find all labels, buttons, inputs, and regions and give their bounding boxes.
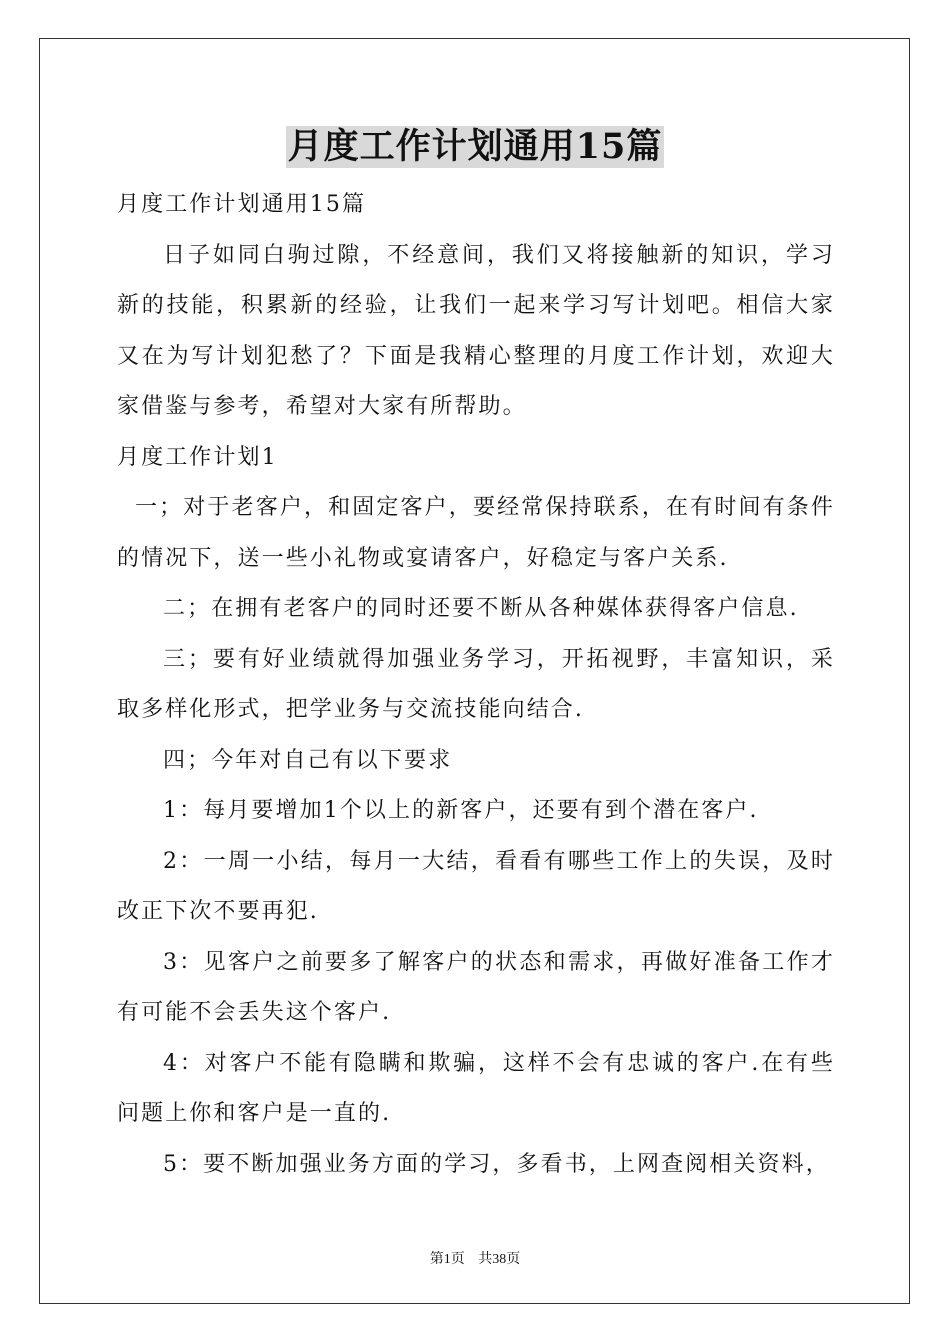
item-paragraph: 四；今年对自己有以下要求 xyxy=(163,747,453,773)
intro-paragraph: 日子如同白驹过隙，不经意间，我们又将接触新的知识，学习新的技能，积累新的经验，让我们一起来学习写计划吧。相信大家又在为写计划犯愁了？下面是我精心整理的月度工作计划，欢迎大家借鉴与参考，希望对大家有所帮助。 xyxy=(117,242,835,419)
section-heading: 月度工作计划1 xyxy=(117,444,278,470)
item-paragraph: 5：要不断加强业务方面的学习，多看书，上网查阅相关资料， xyxy=(163,1151,830,1177)
document-body xyxy=(117,180,835,1190)
document-title: 月度工作计划通用15篇 xyxy=(287,126,663,167)
page-footer xyxy=(0,1248,950,1268)
item-paragraph: 二；在拥有老客户的同时还要不断从各种媒体获得客户信息. xyxy=(163,596,799,621)
item-paragraph: 一；对于老客户，和固定客户，要经常保持联系，在有时间有条件的情况下，送一些小礼物或宴请客户，好稳定与客户关系. xyxy=(117,495,835,571)
title-container xyxy=(0,126,950,168)
item-paragraph: 1：每月要增加1个以上的新客户，还要有到个潜在客户. xyxy=(163,798,759,823)
item-paragraph: 2：一周一小结，每月一大结，看看有哪些工作上的失误，及时改正下次不要再犯. xyxy=(117,848,835,924)
item-paragraph: 4：对客户不能有隐瞒和欺骗，这样不会有忠诚的客户.在有些问题上你和客户是一直的. xyxy=(117,1050,835,1126)
page-total: 共38页 xyxy=(478,1252,521,1267)
item-paragraph: 3：见客户之前要多了解客户的状态和需求，再做好准备工作才有可能不会丢失这个客户. xyxy=(117,949,835,1025)
subtitle-paragraph: 月度工作计划通用15篇 xyxy=(117,192,367,217)
page-number: 第1页 xyxy=(429,1252,465,1267)
item-paragraph: 三；要有好业绩就得加强业务学习，开拓视野，丰富知识，采取多样化形式，把学业务与交流技能向结合. xyxy=(117,646,835,722)
